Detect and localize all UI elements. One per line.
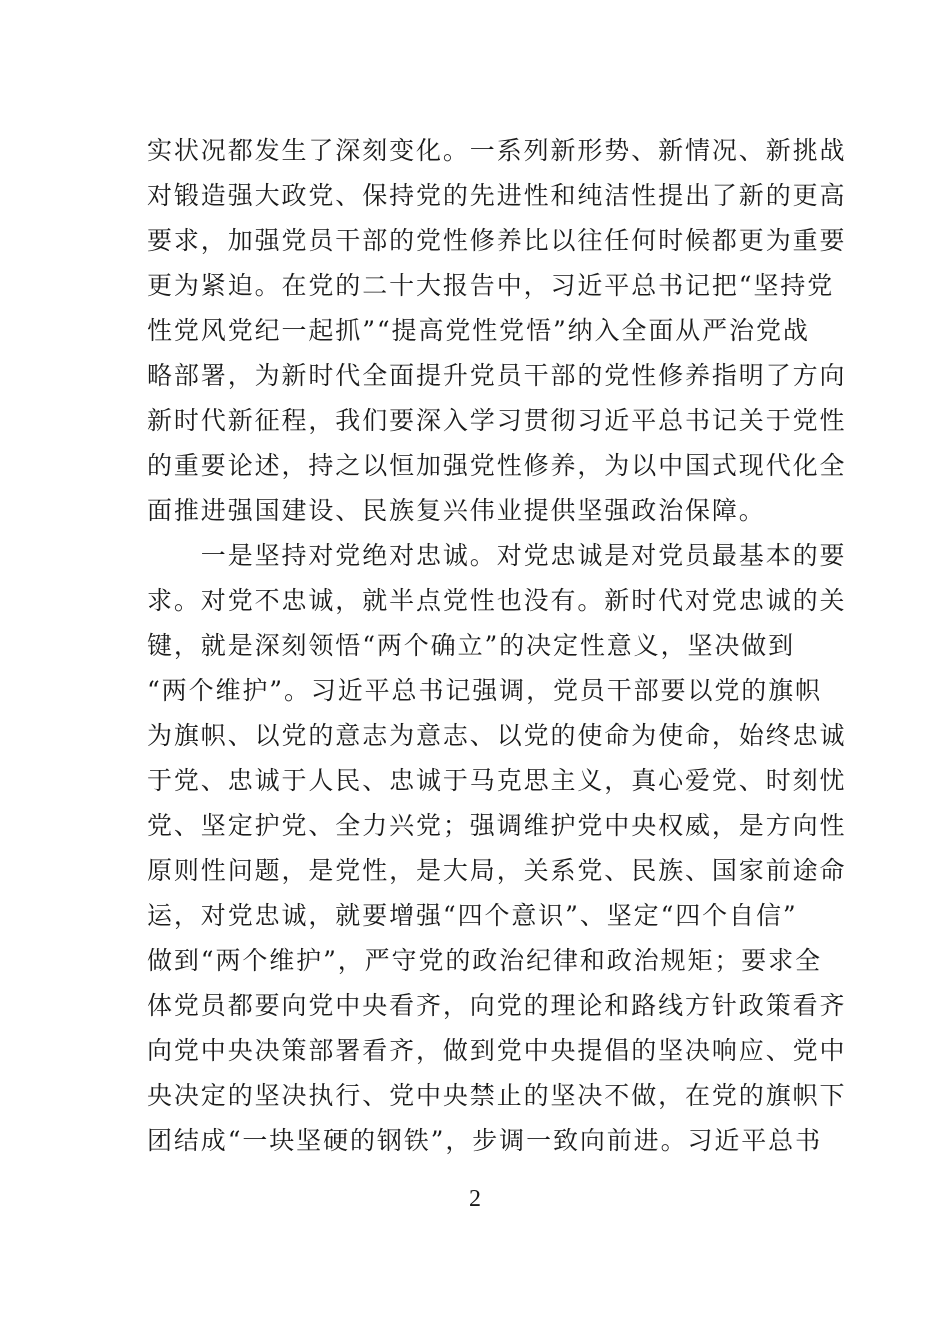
text-line: 新时代新征程，我们要深入学习贯彻习近平总书记关于党性 xyxy=(147,406,847,435)
text-line: 运，对党忠诚，就要增强“四个意识”、坚定“四个自信” xyxy=(147,901,798,930)
text-line: 向党中央决策部署看齐，做到党中央提倡的坚决响应、党中 xyxy=(147,1036,847,1065)
text-line: 党、坚定护党、全力兴党；强调维护党中央权威，是方向性 xyxy=(147,811,847,840)
text-line: 性党风党纪一起抓”“提高党性党悟”纳入全面从严治党战 xyxy=(147,316,810,345)
page-number: 2 xyxy=(469,1186,481,1212)
text-line: 要求，加强党员干部的党性修养比以往任何时候都更为重要 xyxy=(147,226,847,255)
text-line: 对锻造强大政党、保持党的先进性和纯洁性提出了新的更高 xyxy=(147,181,847,210)
text-line: “两个维护”。习近平总书记强调，党员干部要以党的旗帜 xyxy=(147,676,822,705)
text-line: 于党、忠诚于人民、忠诚于马克思主义，真心爱党、时刻忧 xyxy=(147,766,847,795)
text-line: 求。对党不忠诚，就半点党性也没有。新时代对党忠诚的关 xyxy=(147,586,847,615)
body-text xyxy=(147,128,847,1163)
text-line: 为旗帜、以党的意志为意志、以党的使命为使命，始终忠诚 xyxy=(147,721,847,750)
text-line: 央决定的坚决执行、党中央禁止的坚决不做，在党的旗帜下 xyxy=(147,1081,847,1110)
text-line: 实状况都发生了深刻变化。一系列新形势、新情况、新挑战 xyxy=(147,136,847,165)
text-line: 键，就是深刻领悟“两个确立”的决定性意义，坚决做到 xyxy=(147,631,796,660)
text-line: 原则性问题，是党性，是大局，关系党、民族、国家前途命 xyxy=(147,856,847,885)
text-line: 的重要论述，持之以恒加强党性修养，为以中国式现代化全 xyxy=(147,451,847,480)
text-line: 团结成“一块坚硬的钢铁”，步调一致向前进。习近平总书 xyxy=(147,1126,822,1155)
text-line: 一是坚持对党绝对忠诚。对党忠诚是对党员最基本的要 xyxy=(147,541,847,570)
text-line: 略部署，为新时代全面提升党员干部的党性修养指明了方向 xyxy=(147,361,847,390)
text-line: 做到“两个维护”，严守党的政治纪律和政治规矩；要求全 xyxy=(147,946,822,975)
text-line: 更为紧迫。在党的二十大报告中，习近平总书记把“坚持党 xyxy=(147,271,835,300)
text-line: 面推进强国建设、民族复兴伟业提供坚强政治保障。 xyxy=(147,496,766,525)
text-line: 体党员都要向党中央看齐，向党的理论和路线方针政策看齐 xyxy=(147,991,847,1020)
